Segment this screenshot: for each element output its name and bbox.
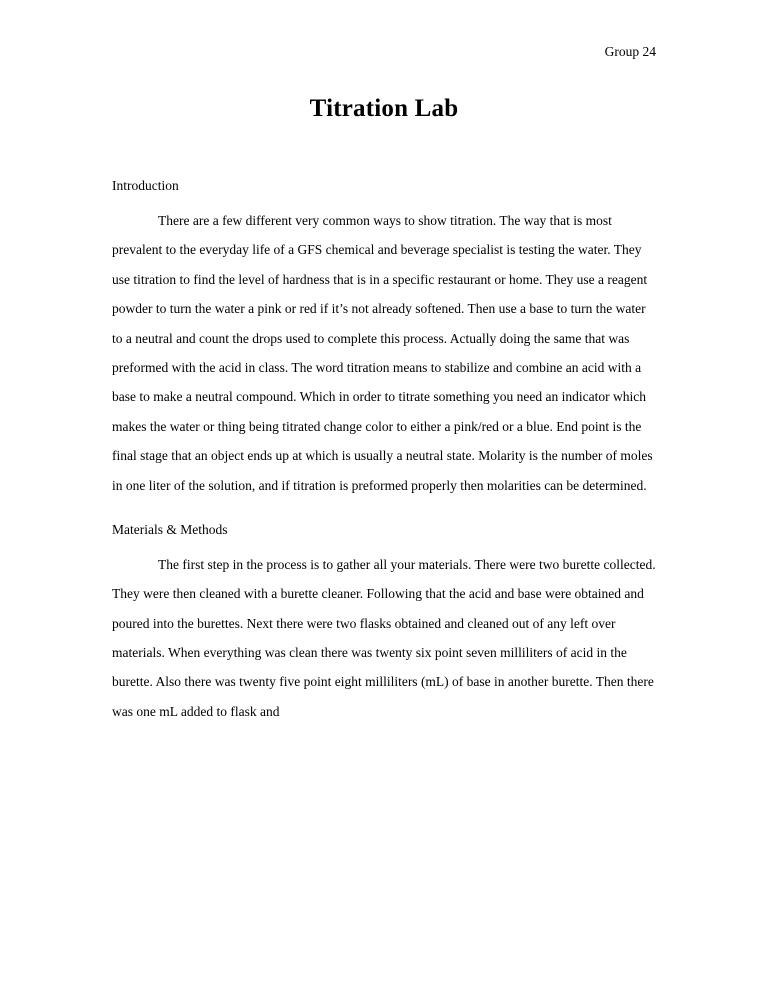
section-materials-methods: [112, 516, 656, 726]
section-paragraph-materials-methods: The first step in the process is to gather all your materials. There were two burette collected. They were then cleaned with a burette cleaner. Following that the acid and base were obtained and poured into the burettes. Next there were two flasks obtained and cleaned out of any left over materials. When everything was clean there was twenty six point seven milliliters of acid in the burette. Also there was twenty five point eight milliliters (mL) of base in another burette. Then there was one mL added to flask and: [112, 556, 656, 719]
section-paragraph-introduction: There are a few different very common ways to show titration. The way that is most prevalent to the everyday life of a GFS chemical and beverage specialist is testing the water. They use titration to find the level of hardness that is in a specific restaurant or home. They use a reagent powder to turn the water a pink or red if it’s not already softened. Then use a base to turn the water to a neutral and count the drops used to complete this process. Actually doing the same that was preformed with the acid in class. The word titration means to stabilize and combine an acid with a base to make a neutral compound. Which in order to titrate something you need an indicator which makes the water or thing being titrated change color to either a pink/red or a blue. End point is the final stage that an object ends up at which is usually a neutral state. Molarity is the number of moles in one liter of the solution, and if titration is preformed properly then molarities can be determined.: [112, 212, 653, 493]
page-title: Titration Lab: [309, 95, 459, 123]
section-heading-introduction: Introduction: [112, 178, 179, 194]
paragraph-spacer: [112, 500, 656, 516]
page-header-note: Group 24: [604, 44, 656, 59]
section-heading-materials-methods: Materials & Methods: [112, 522, 228, 538]
section-introduction: [112, 172, 656, 500]
